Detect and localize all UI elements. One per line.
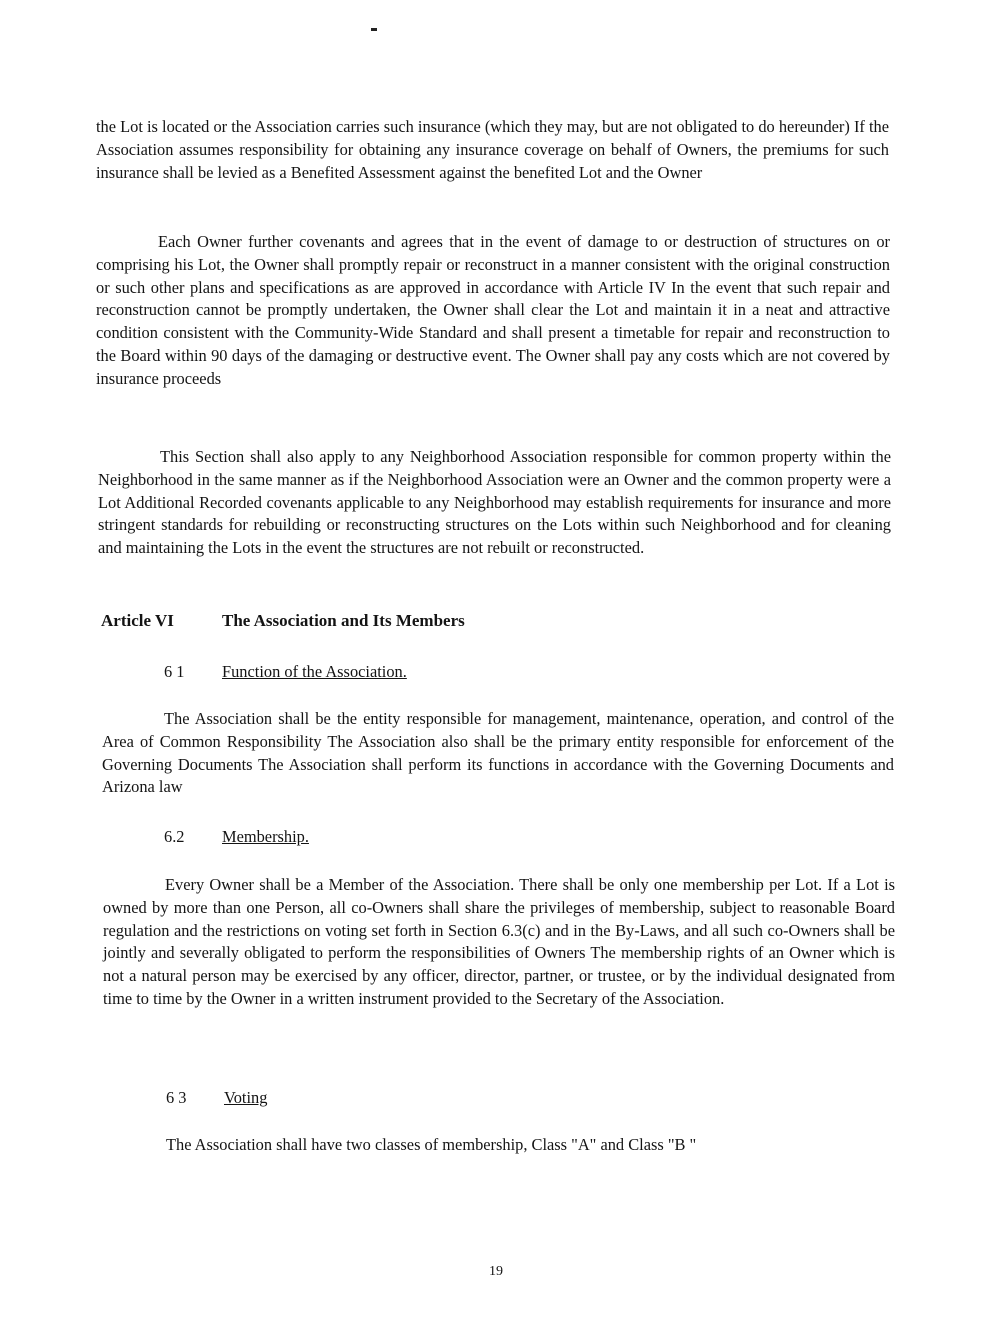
scan-mark	[371, 28, 377, 31]
article-title: The Association and Its Members	[222, 611, 465, 630]
section-heading-membership	[164, 826, 309, 848]
section-heading-voting	[166, 1087, 267, 1109]
paragraph-association-function: The Association shall be the entity responsible for management, maintenance, operation, and control of the Area of Common Responsibility The Association also shall be the primary entity responsible for enforcement of the Governing Documents The Association shall perform its functions in accordance with the Governing Documents and Arizona law	[102, 709, 894, 797]
section-heading-function	[164, 661, 407, 683]
section-title: Voting	[224, 1088, 268, 1107]
article-heading	[101, 610, 465, 632]
section-number: 6.2	[164, 827, 185, 846]
paragraph-insurance-coverage: the Lot is located or the Association carries such insurance (which they may, but are not obligated to do hereunder) If the Association assumes responsibility for obtaining any insurance coverage on behalf of Owners, the premiums for such insurance shall be levied as a Benefited Assessment against the benefited Lot and the Owner	[96, 117, 889, 182]
page-number: 19	[489, 1264, 503, 1279]
section-number: 6 3	[166, 1088, 187, 1107]
paragraph-membership: Every Owner shall be a Member of the Association. There shall be only one membership per Lot. If a Lot is owned by more than one Person, all co-Owners shall share the privileges of membership, subject to reasonable Board regulation and the restrictions on voting set forth in Section 6.3(c) and in the By-Laws, and all such co-Owners shall be jointly and severally obligated to perform the responsibilities of Owners The membership rights of an Owner which is not a natural person may be exercised by any officer, director, partner, or trustee, or by the individual designated from time to time by the Owner in a written instrument provided to the Secretary of the Association.	[103, 875, 895, 1008]
article-number: Article VI	[101, 611, 174, 630]
section-title: Function of the Association.	[222, 662, 407, 681]
paragraph-owner-repair: Each Owner further covenants and agrees that in the event of damage to or destruction of structures on or comprising his Lot, the Owner shall promptly repair or reconstruct in a manner consistent with the original construction or such other plans and specifications as are approved in accordance with Article IV In the event that such repair and reconstruction cannot be promptly undertaken, the Owner shall clear the Lot and maintain it in a neat and attractive condition consistent with the Community-Wide Standard and shall present a timetable for repair and reconstruction to the Board within 90 days of the damaging or destructive event. The Owner shall pay any costs which are not covered by insurance proceeds	[96, 232, 890, 388]
section-number: 6 1	[164, 662, 185, 681]
paragraph-voting-classes: The Association shall have two classes of membership, Class "A" and Class "B "	[166, 1135, 697, 1154]
paragraph-neighborhood-association: This Section shall also apply to any Neighborhood Association responsible for common property within the Neighborhood in the same manner as if the Neighborhood Association were an Owner and the common property were a Lot Additional Recorded covenants applicable to any Neighborhood may establish requirements for insurance and more stringent standards for rebuilding or reconstructing structures on the Lots within such Neighborhood and for cleaning and maintaining the Lots in the event the structures are not rebuilt or reconstructed.	[98, 447, 891, 558]
section-title: Membership.	[222, 827, 309, 846]
